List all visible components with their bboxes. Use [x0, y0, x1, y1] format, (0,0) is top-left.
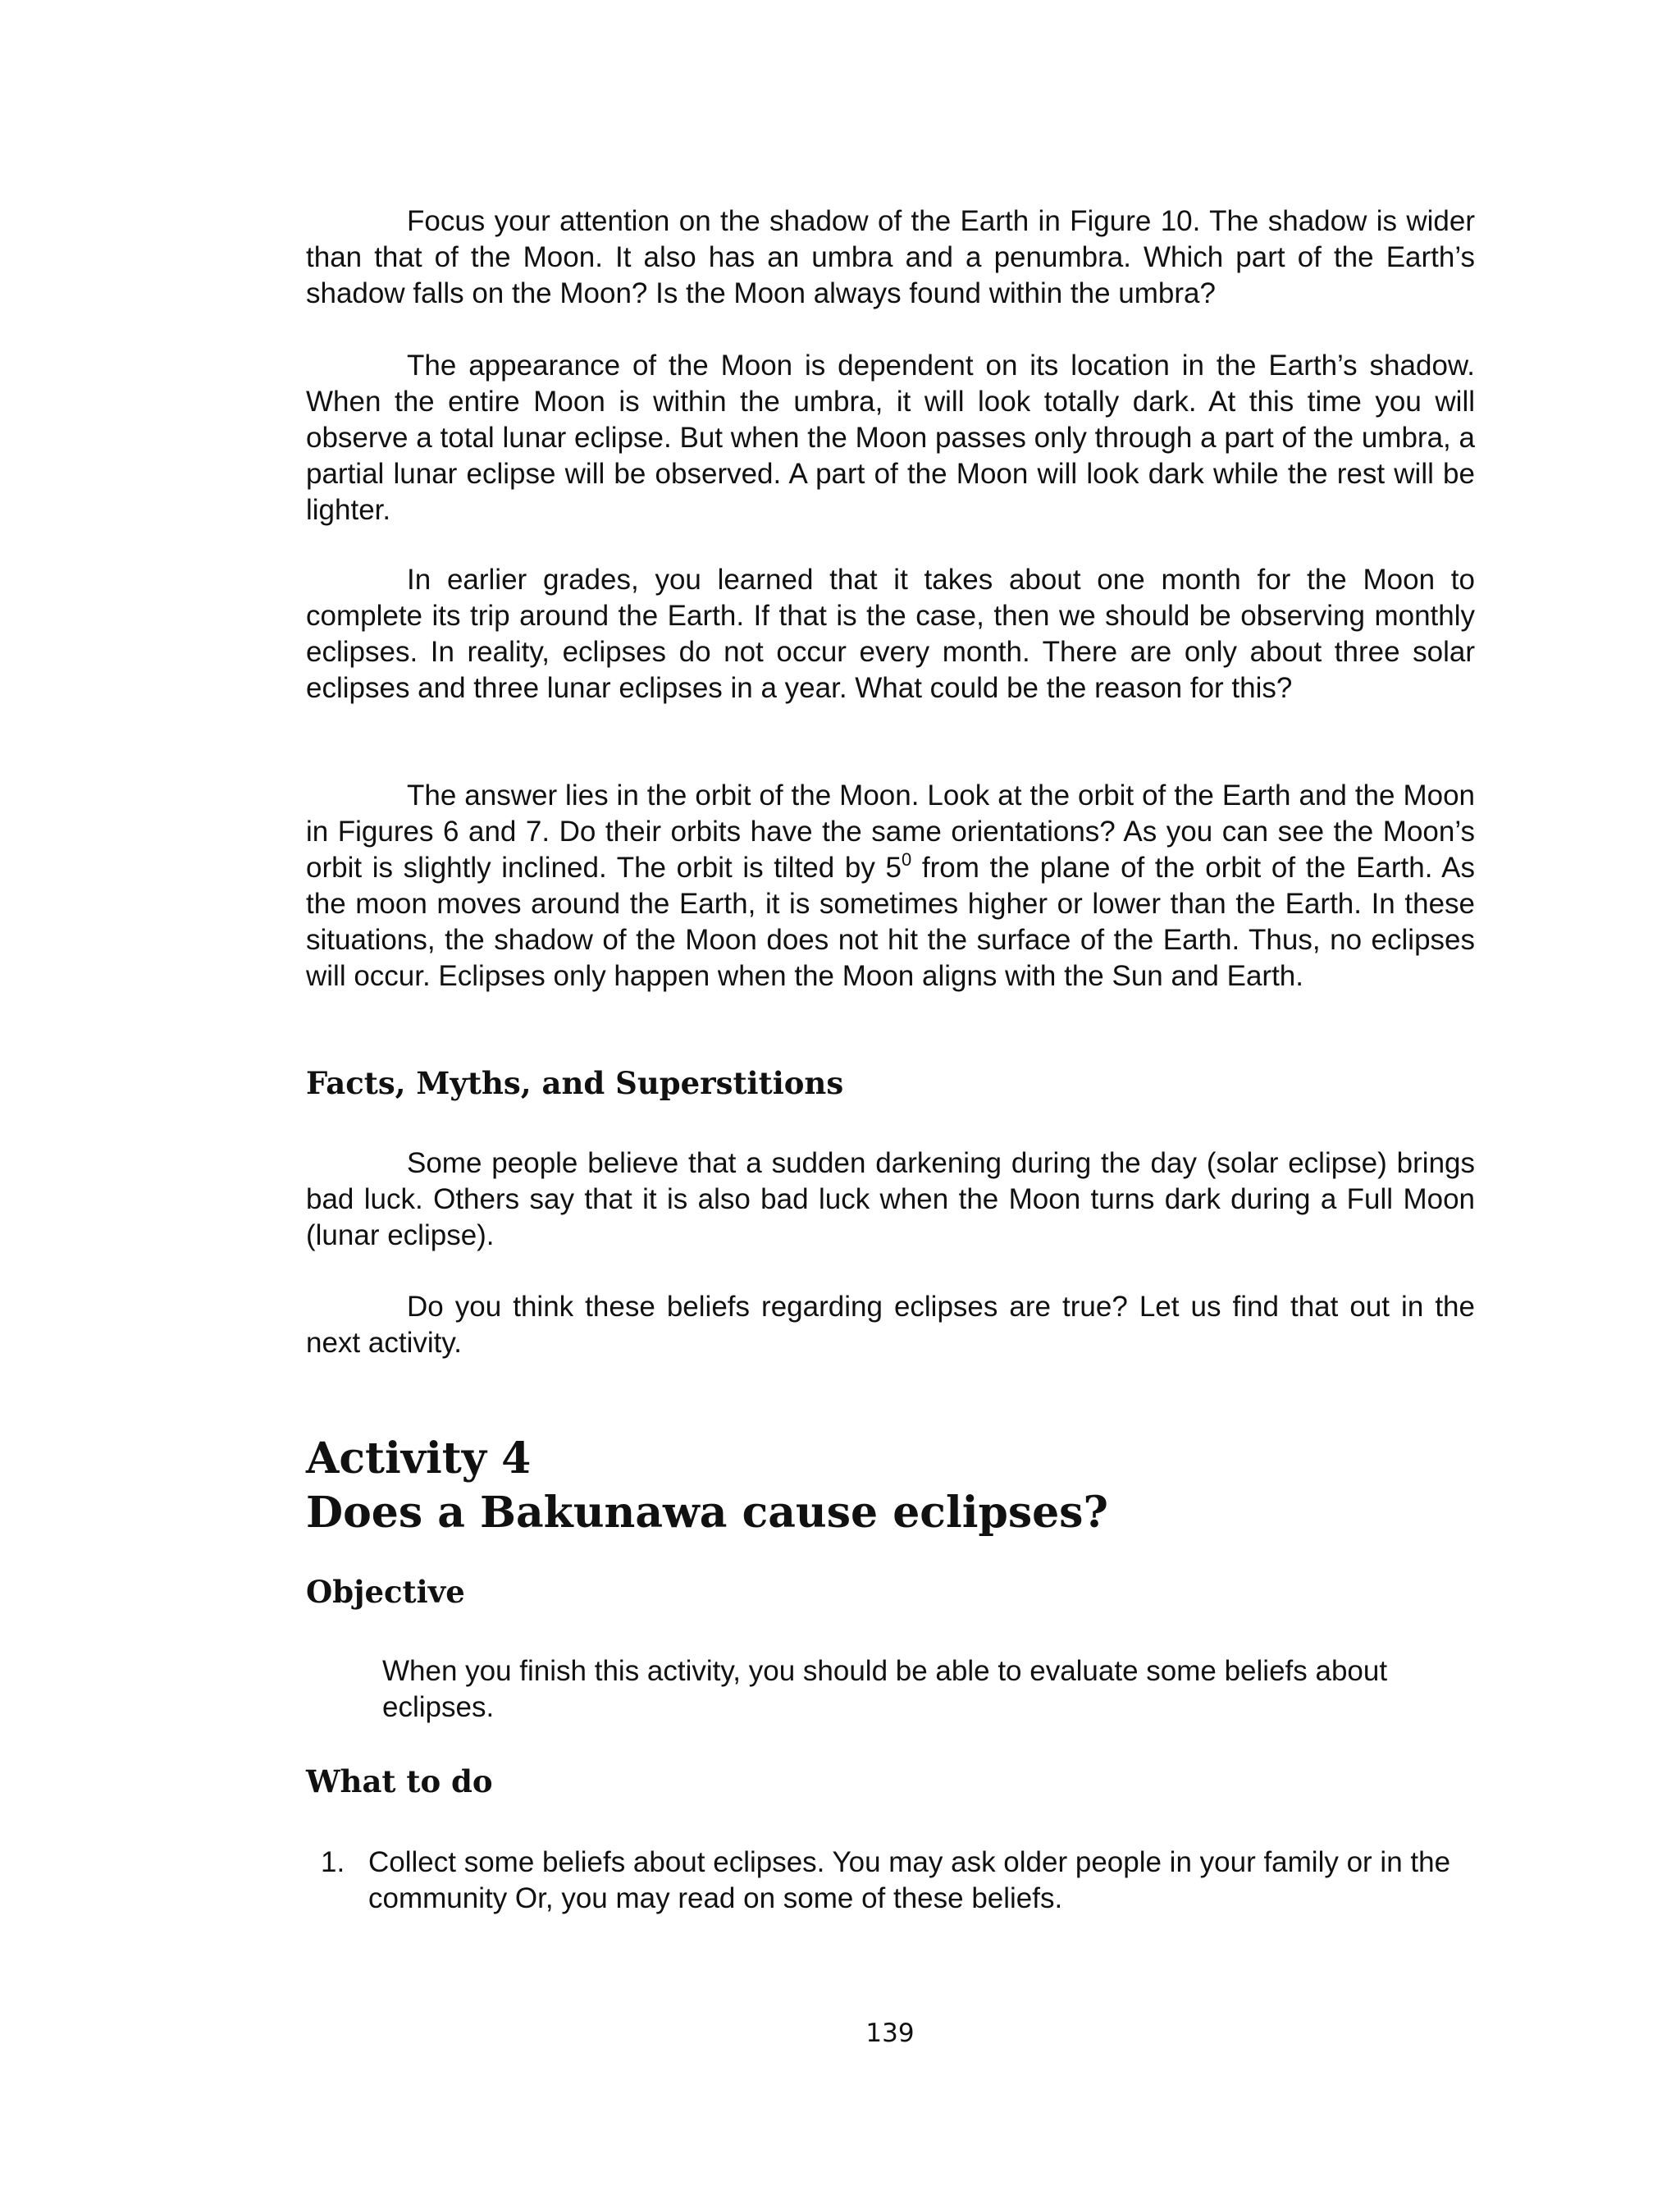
orbit-text-part-1: The answer lies in the orbit of the Moon. Look at the orbit of the Earth and the Moon in Figures 6 and 7. Do their orbits have the same orientations? As you can see the Moon’s orbit is slightly inclined. The orbit is tilted by 5	[306, 780, 1475, 884]
objective-heading: Objective	[306, 1574, 465, 1610]
degree-superscript: 0	[901, 849, 912, 870]
activity-number: Activity 4	[306, 1433, 532, 1484]
steps-list	[306, 1845, 1475, 1917]
activity-title: Does a Bakunawa cause eclipses?	[306, 1488, 1108, 1538]
paragraph-monthly-eclipses: In earlier grades, you learned that it takes about one month for the Moon to complete its trip around the Earth. If that is the case, then we should be observing monthly eclipses. In reality, eclipses do not occur every month. There are only about three solar eclipses and three lunar eclipses in a year. What could be the reason for this?	[306, 564, 1475, 704]
objective-text: When you finish this activity, you should be able to evaluate some beliefs about eclipses.	[382, 1655, 1388, 1723]
paragraph-moon-orbit	[306, 778, 1475, 994]
facts-myths-heading: Facts, Myths, and Superstitions	[306, 1065, 844, 1101]
page-number: 139	[865, 2019, 915, 2048]
what-to-do-heading: What to do	[306, 1763, 493, 1799]
step-item	[306, 1845, 1475, 1917]
step-text: Collect some beliefs about eclipses. You may ask older people in your family or in the community Or, you may read on some of these beliefs.	[368, 1846, 1451, 1914]
paragraph-moon-appearance: The appearance of the Moon is dependent on its location in the Earth’s shadow. When the entire Moon is within the umbra, it will look totally dark. At this time you will observe a total lunar eclipse. But when the Moon passes only through a part of the umbra, a partial lunar eclipse will be observed. A part of the Moon will look dark while the rest will be lighter.	[306, 350, 1475, 526]
step-number: 1.	[321, 1846, 345, 1878]
paragraph-next-activity: Do you think these beliefs regarding eclipses are true? Let us find that out in the next activity.	[306, 1291, 1475, 1359]
orbit-text-part-2: from the plane of the orbit of the Earth. As the moon moves around the Earth, it is sometimes higher or lower than the Earth. In these situations, the shadow of the Moon does not hit the surface of the Earth. Thus, no eclipses will occur. Eclipses only happen when the Moon aligns with the Sun and Earth.	[306, 852, 1475, 992]
paragraph-earth-shadow: Focus your attention on the shadow of the Earth in Figure 10. The shadow is wider than that of the Moon. It also has an umbra and a penumbra. Which part of the Earth’s shadow falls on the Moon? Is the Moon always found within the umbra?	[306, 205, 1475, 309]
paragraph-beliefs: Some people believe that a sudden darkening during the day (solar eclipse) brings bad luck. Others say that it is also bad luck when the Moon turns dark during a Full Moon (lunar eclipse).	[306, 1147, 1475, 1251]
